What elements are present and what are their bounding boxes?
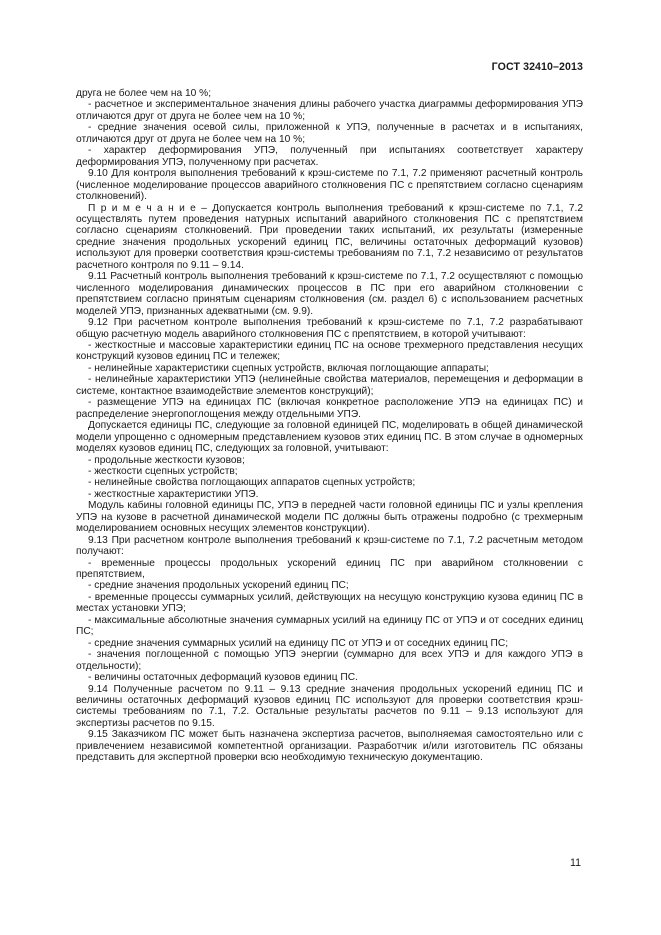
clause-9-11: 9.11 Расчетный контроль выполнения требований к крэш-системе по 7.1, 7.2 осуществляют с помощью численного моделирования динамических процессов в ПС при его аварийном столкновении с препятствием согласно принятым сценариям столкновения (см. раздел 6) с использованием расчетных моделей УПЭ, признанных адекватными (см. 9.9). (76, 271, 583, 317)
list-item: - временные процессы продольных ускорений единиц ПС при аварийном столкновении с препятствием, (76, 557, 583, 581)
document-body (76, 88, 583, 764)
list-item: - размещение УПЭ на единицах ПС (включая конкретное расположение УПЭ на единицах ПС) и распределение энергопоглощения между отдельными УПЭ. (76, 397, 583, 420)
list-item: - характер деформирования УПЭ, полученный при испытаниях соответствует характеру деформирования УПЭ, полученному при расчетах. (76, 145, 583, 168)
list-item: - максимальные абсолютные значения суммарных усилий на единицу ПС от УПЭ и от соседних единиц ПС; (76, 614, 583, 638)
list-item: - расчетное и экспериментальное значения длины рабочего участка диаграммы деформирования УПЭ отличаются друг от друга не более чем на 10 %; (76, 99, 583, 122)
list-item: - средние значения суммарных усилий на единицу ПС от УПЭ и от соседних единиц ПС; (88, 637, 509, 649)
list-item: - жесткости сцепных устройств; (88, 465, 238, 477)
clause-9-10: 9.10 Для контроля выполнения требований к крэш-системе по 7.1, 7.2 применяют расчетный контроль (численное моделирование процессов аварийного столкновения ПС с препятствием согласно сценариям столкновений). (76, 168, 583, 203)
list-item: - нелинейные характеристики УПЭ (нелинейные свойства материалов, перемещения и деформации в системе, контактное взаимодействие элементов конструкций); (76, 374, 583, 397)
list-item: - средние значения продольных ускорений единиц ПС; (88, 580, 349, 592)
list-item: - нелинейные свойства поглощающих аппаратов сцепных устройств; (88, 477, 416, 489)
list-item: - временные процессы суммарных усилий, действующих на несущую конструкцию кузова единиц ПС в местах установки УПЭ; (76, 591, 583, 615)
paragraph: Допускается единицы ПС, следующие за головной единицей ПС, моделировать в общей динамической модели упрощенно с одномерным представлением кузовов этих единиц ПС. В этом случае в одномерных моделях кузовов единиц ПС, следующих за головной, учитывают: (76, 420, 583, 455)
list-item: - величины остаточных деформаций кузовов единиц ПС. (88, 672, 358, 684)
clause-9-14: 9.14 Полученные расчетом по 9.11 – 9.13 средние значения продольных ускорений единиц ПС и величины остаточных деформаций кузовов единиц ПС используют для проверки соответствия крэш-системы требованиям по 7.1, 7.2. Остальные результаты расчетов по 9.11 – 9.13 используют для экспертизы расчетов по 9.15. (76, 683, 583, 729)
page-number: 11 (570, 857, 581, 869)
paragraph: Модуль кабины головной единицы ПС, УПЭ в передней части головной единицы ПС и узлы крепления УПЭ на кузове в расчетной динамической модели ПС должны быть отражены подробно (с трехмерным моделированием основных несущих элементов конструкции). (76, 500, 583, 535)
list-item: - продольные жесткости кузовов; (88, 454, 245, 466)
list-item: - жесткостные и массовые характеристики единиц ПС на основе трехмерного представления несущих конструкций кузовов единиц ПС и тележек; (76, 339, 583, 363)
clause-9-13: 9.13 При расчетном контроле выполнения требований к крэш-системе по 7.1, 7.2 расчетным методом получают: (76, 534, 583, 558)
clause-9-12: 9.12 При расчетном контроле выполнения требований к крэш-системе по 7.1, 7.2 разрабатывают общую расчетную модель аварийного столкновения ПС с препятствием, в которой учитывают: (76, 317, 583, 340)
list-item: - жесткостные характеристики УПЭ. (88, 488, 259, 500)
list-item: - средние значения осевой силы, приложенной к УПЭ, полученные в расчетах и в испытаниях, отличаются друг от друга не более чем на 10 %; (76, 122, 583, 145)
paragraph: друга не более чем на 10 %; (76, 88, 212, 99)
clause-9-15: 9.15 Заказчиком ПС может быть назначена экспертиза расчетов, выполняемая самостоятельно или с привлечением независимой компетентной организации. Разработчик и/или изготовитель ПС обязаны представить для экспертной проверки всю необходимую техническую документацию. (76, 729, 583, 764)
list-item: - нелинейные характеристики сцепных устройств, включая поглощающие аппараты; (88, 362, 489, 374)
list-item: - значения поглощенной с помощью УПЭ энергии (суммарно для всех УПЭ и для каждого УПЭ в отдельности); (76, 649, 583, 672)
document-header: ГОСТ 32410–2013 (491, 61, 583, 73)
note-paragraph: П р и м е ч а н и е – Допускается контроль выполнения требований к крэш-системе по 7.1, 7.2 осуществлять путем проведения натурных испытаний аварийного столкновения ПС с препятствием согласно сценариям столкновений. При проведении таких испытаний, их результаты (измеренные средние значения продольных ускорений единиц ПС, величины остаточных деформаций кузовов) используют для проверки соответствия крэш-системы требованиям по 7.1, 7.2 независимо от результатов расчетного контроля по 9.11 – 9.14. (76, 202, 583, 271)
